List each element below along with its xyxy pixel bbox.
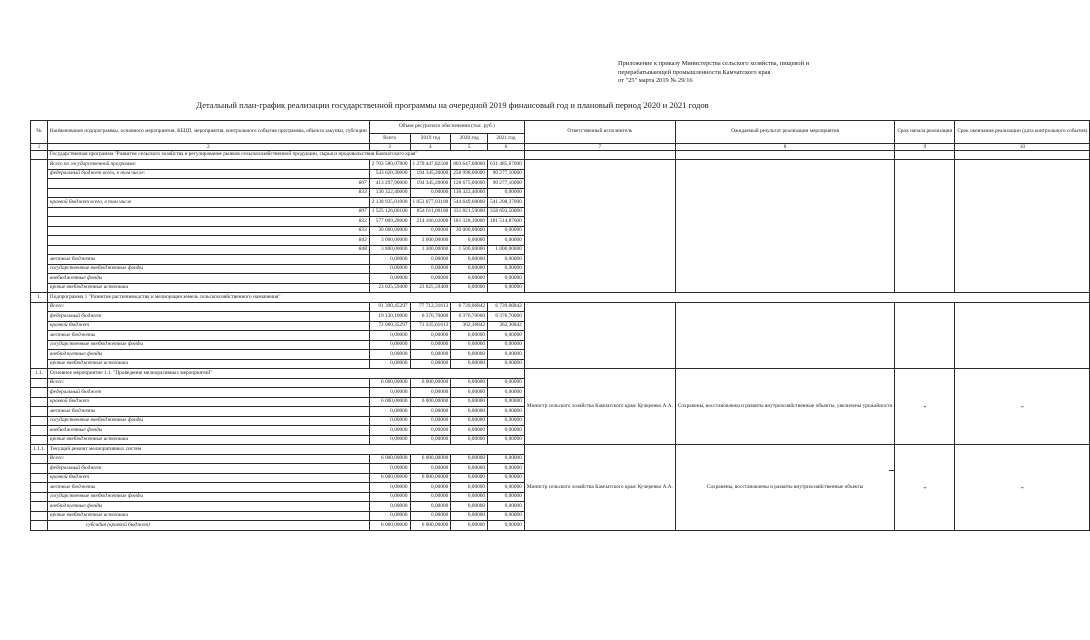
row-no [31,435,48,445]
value-total: 91 390,45297 [369,302,410,312]
row-no [31,511,48,521]
responsible-executor: Министр сельского хозяйства Камчатского края/ Кучеренко А.А. [524,369,675,445]
value-2019: 0,00000 [410,274,451,284]
responsible-executor: Министр сельского хозяйства Камчатского края/ Кучеренко А.А. [524,445,675,531]
start-cell [895,160,955,293]
value-2021: 0,00000 [488,435,525,445]
budget-code: 843 [47,236,369,246]
value-2021: 0,00000 [488,226,525,236]
value-total: 0,00000 [369,350,410,360]
header-funding: Объем ресурсного обеспечения (тыс. руб.) [369,121,524,134]
value-2019: 0,00000 [410,407,451,417]
row-label: федеральный бюджет всего, в том числе: [47,169,369,179]
value-total: 0,00000 [369,264,410,274]
value-2019: 0,00000 [410,331,451,341]
value-2021: 541 208,37000 [488,198,525,208]
value-2021: 1 000,00000 [488,245,525,255]
value-2020: 0,00000 [451,359,488,369]
value-2021: 90 277,10000 [488,179,525,189]
measure-title-row [31,369,1090,379]
value-2020: 0,00000 [451,492,488,502]
program-title-row [31,150,1090,160]
value-2021: 0,00000 [488,340,525,350]
end-date: - [955,445,1090,531]
column-numbers-row [31,143,1090,150]
value-total: 2 138 935,01000 [369,198,410,208]
value-2019: 6 000,00000 [410,397,451,407]
value-total: 0,00000 [369,416,410,426]
value-2020: 0,00000 [451,464,488,474]
value-2021: 0,00000 [488,264,525,274]
value-total: 6 000,00000 [369,473,410,483]
value-2021: 0,00000 [488,274,525,284]
value-2020: 130 322,40000 [451,188,488,198]
row-label: государственные внебюджетные фонды [47,492,369,502]
subsidy-label: субсидия (краевой бюджет) [47,521,369,531]
document-title: Детальный план-график реализации государственной программы на очередной 2019 финансовый год и плановый период 2020 и 2021 годов [196,100,709,110]
value-2021: 0,00000 [488,407,525,417]
expected-cell [675,302,895,369]
value-2020: 803 647,68000 [451,160,488,170]
value-2020: 181 328,10000 [451,217,488,227]
value-total: 3 800,00000 [369,245,410,255]
cell-empty [955,150,1090,160]
expected-result: Сохранены, восстановлены и развиты внутрихозяйственные объекты, увеличены урожайности [675,369,895,445]
value-2020: 0,00000 [451,521,488,531]
row-no: 1.1.1. [31,445,48,455]
value-2021: 0,00000 [488,416,525,426]
value-2020: 0,00000 [451,236,488,246]
col-number: 5 [451,143,488,150]
budget-code: 833 [47,226,369,236]
row-no [31,473,48,483]
row-label: прочие внебюджетные источники [47,435,369,445]
value-2019: 1 270 447,82500 [410,160,451,170]
value-total: 6 000,00000 [369,397,410,407]
start-date: - [895,369,955,445]
value-total: 0,00000 [369,359,410,369]
value-2019: 214 166,02000 [410,217,451,227]
value-2021: 0,00000 [488,255,525,265]
value-total: 6 000,00000 [369,378,410,388]
value-2019: 3 000,00000 [410,236,451,246]
value-total: 0,00000 [369,435,410,445]
value-2019: 0,00000 [410,511,451,521]
value-2020: 0,00000 [451,473,488,483]
header-2020: 2020 год [451,134,488,144]
col-number: 2 [47,143,369,150]
value-total: 577 009,28000 [369,217,410,227]
value-2020: 0,00000 [451,502,488,512]
value-2020: 0,00000 [451,255,488,265]
row-label: внебюджетные фонды [47,274,369,284]
value-2019: 0,00000 [410,359,451,369]
row-label: государственные внебюджетные фонды [47,264,369,274]
row-label: местные бюджеты [47,407,369,417]
value-2020: 0,00000 [451,483,488,493]
col-number: 3 [369,143,410,150]
value-2021: 0,00000 [488,454,525,464]
row-no [31,492,48,502]
value-2020: 0,00000 [451,426,488,436]
row-no [31,521,48,531]
value-2020: 0,00000 [451,274,488,284]
value-2019: 6 000,00000 [410,378,451,388]
start-cell [895,302,955,369]
value-total: 0,00000 [369,255,410,265]
value-total: 30 000,00000 [369,226,410,236]
value-2019: 71 335,61613 [410,321,451,331]
value-total: 0,00000 [369,274,410,284]
value-total: 130 322,40000 [369,188,410,198]
scan-mark [889,470,895,471]
value-2020: 0,00000 [451,264,488,274]
col-number: 6 [488,143,525,150]
row-no [31,407,48,417]
value-total: 0,00000 [369,502,410,512]
measure-title-row [31,445,1090,455]
value-2021: 0,00000 [488,378,525,388]
value-2020: 0,00000 [451,511,488,521]
value-2021: 0,00000 [488,464,525,474]
row-no [31,483,48,493]
value-2021: 631 485,67000 [488,160,525,170]
row-no [31,302,48,369]
value-2019: 6 000,00000 [410,454,451,464]
row-no: 1. [31,293,48,303]
value-2019: 6 376,70000 [410,312,451,322]
value-2019: 0,00000 [410,188,451,198]
value-2021: 0,00000 [488,283,525,293]
value-2019: 6 000,00000 [410,473,451,483]
value-2021: 0,00000 [488,426,525,436]
value-2020: 0,00000 [451,340,488,350]
budget-code: 848 [47,245,369,255]
row-no [31,416,48,426]
value-2019: 1 053 077,03100 [410,198,451,208]
value-2019: 0,00000 [410,388,451,398]
expected-result: Сохранены, восстановлены и развиты внутрихозяйственные объекты [675,445,895,531]
value-2020: 0,00000 [451,331,488,341]
value-2019: 0,00000 [410,264,451,274]
header-2021: 2021 год [488,134,525,144]
budget-code: 807 [47,207,369,217]
value-2021: 0,00000 [488,331,525,341]
appendix-note [618,60,868,86]
plan-table [30,120,1090,531]
value-total: 543 620,30000 [369,169,410,179]
responsible-cell [524,302,675,369]
table-header-row [31,121,1090,134]
end-date: - [955,369,1090,445]
row-no [31,378,48,388]
value-2021: 358 693,50000 [488,207,525,217]
value-total: 1 525 126,00100 [369,207,410,217]
value-2019: 194 345,20000 [410,169,451,179]
value-total: 72 060,35297 [369,321,410,331]
cell-empty [524,150,675,160]
row-label: внебюджетные фонды [47,502,369,512]
row-label: Всего: [47,454,369,464]
value-total: 0,00000 [369,340,410,350]
row-no [31,388,48,398]
header-end: Срок окончания реализации (дата контрольного события) [955,121,1090,144]
appendix-line: от "25" марта 2019 № 29/16 [618,77,693,85]
value-2020: 362,36842 [451,321,488,331]
subprogram-row [31,302,1090,312]
value-2021: 0,00000 [488,388,525,398]
value-2021: 0,00000 [488,511,525,521]
subprogram-title-row [31,293,1090,303]
value-2021: 0,00000 [488,236,525,246]
row-no [31,464,48,474]
header-start: Срок начала реализации [895,121,955,144]
header-no: № [31,121,48,144]
expected-cell [675,160,895,293]
value-2021: 0,00000 [488,350,525,360]
cell-empty [675,150,895,160]
col-number: 9 [895,143,955,150]
value-2021: 0,00000 [488,188,525,198]
value-2021: 0,00000 [488,397,525,407]
value-2020: 0,00000 [451,350,488,360]
value-2019: 77 712,31613 [410,302,451,312]
measure-title: Основное мероприятие 1.1. "Проведение мелиоративных мероприятий" [47,369,524,379]
measure-title: Текущий ремонт мелиоративных систем [47,445,524,455]
row-label: местные бюджеты [47,255,369,265]
value-2021: 6 376,70000 [488,312,525,322]
row-no [31,397,48,407]
header-name: Наименование подпрограммы, основного мероприятия, КБЦП, мероприятия, контрольного события программы, объекта закупки, субсидии [47,121,369,144]
value-2019: 0,00000 [410,464,451,474]
end-cell [955,302,1090,369]
row-no [31,426,48,436]
value-total: 0,00000 [369,331,410,341]
value-2020: 0,00000 [451,378,488,388]
value-2019: 194 345,20000 [410,179,451,189]
responsible-cell [524,160,675,293]
row-label: прочие внебюджетные источники [47,511,369,521]
value-2019: 23 025,59400 [410,283,451,293]
col-number: 4 [410,143,451,150]
budget-code: 833 [47,188,369,198]
value-2021: 0,00000 [488,483,525,493]
value-2019: 0,00000 [410,483,451,493]
value-2021: 0,00000 [488,473,525,483]
value-2021: 0,00000 [488,502,525,512]
value-total: 0,00000 [369,492,410,502]
budget-code: 807 [47,179,369,189]
row-no: 1.1. [31,369,48,379]
value-2020: 0,00000 [451,407,488,417]
value-total: 0,00000 [369,426,410,436]
value-2021: 6 739,06842 [488,302,525,312]
value-total: 2 703 580,07800 [369,160,410,170]
value-2020: 0,00000 [451,397,488,407]
row-label: местные бюджеты [47,331,369,341]
value-2020: 0,00000 [451,283,488,293]
row-label: Всего по государственной программе: [47,160,369,170]
value-2019: 0,00000 [410,492,451,502]
row-label: краевой бюджет [47,321,369,331]
header-responsible: Ответственный исполнитель [524,121,675,144]
value-2020: 6 376,70000 [451,312,488,322]
row-label: краевой бюджет [47,397,369,407]
value-2019: 0,00000 [410,416,451,426]
row-label: Всего: [47,378,369,388]
value-2019: 0,00000 [410,435,451,445]
row-label: внебюджетные фонды [47,426,369,436]
row-no [31,150,48,160]
row-label: Всего: [47,302,369,312]
value-total: 413 297,90000 [369,179,410,189]
value-total: 6 000,00000 [369,454,410,464]
row-label: краевой бюджет [47,473,369,483]
value-2019: 6 000,00000 [410,521,451,531]
header-expected: Ожидаемый результат реализации мероприятия [675,121,895,144]
value-total: 23 025,59400 [369,283,410,293]
row-no [31,502,48,512]
value-2019: 1 300,00000 [410,245,451,255]
value-total: 0,00000 [369,483,410,493]
budget-code: 832 [47,217,369,227]
end-cell [955,160,1090,293]
header-total: Всего [369,134,410,144]
row-label: федеральный бюджет [47,464,369,474]
col-number: 1 [31,143,48,150]
value-2021: 362,36842 [488,321,525,331]
row-label: федеральный бюджет [47,388,369,398]
value-2020: 258 998,00000 [451,169,488,179]
row-label: государственные внебюджетные фонды [47,340,369,350]
col-number: 10 [955,143,1090,150]
value-2020: 0,00000 [451,435,488,445]
value-2020: 6 739,06842 [451,302,488,312]
row-label: местные бюджеты [47,483,369,493]
value-2020: 30 000,00000 [451,226,488,236]
appendix-line: Приложение к приказу Министерства сельского хозяйства, пищевой и [618,60,810,67]
value-2021: 0,00000 [488,521,525,531]
value-total: 6 000,00000 [369,521,410,531]
value-2019: 0,00000 [410,502,451,512]
value-total: 19 130,10000 [369,312,410,322]
value-2021: 0,00000 [488,359,525,369]
row-label: государственные внебюджетные фонды [47,416,369,426]
value-2020: 331 821,59000 [451,207,488,217]
row-label: прочие внебюджетные источники [47,359,369,369]
row-no [31,160,48,293]
value-total: 0,00000 [369,464,410,474]
start-date: - [895,445,955,531]
value-total: 0,00000 [369,407,410,417]
value-2021: 0,00000 [488,492,525,502]
row-label: краевой бюджет всего, в том числе [47,198,369,208]
header-2019: 2019 год [410,134,451,144]
value-total: 0,00000 [369,511,410,521]
program-title: Государственная программа "Развитие сельского хозяйства и регулирование рынков сельскохозяйственной продукции, сырья и продовольствия Камчатского края" [47,150,524,160]
row-label: прочие внебюджетные источники [47,283,369,293]
value-2019: 0,00000 [410,350,451,360]
col-number: 7 [524,143,675,150]
value-2020: 0,00000 [451,388,488,398]
row-label: федеральный бюджет [47,312,369,322]
value-2019: 854 611,00100 [410,207,451,217]
value-total: 3 000,00000 [369,236,410,246]
value-2019: 0,00000 [410,255,451,265]
value-2020: 544 649,68000 [451,198,488,208]
value-2019: 0,00000 [410,340,451,350]
value-2020: 0,00000 [451,416,488,426]
col-number: 8 [675,143,895,150]
value-2020: 128 675,60000 [451,179,488,189]
program-row [31,160,1090,170]
subprogram-title: Подпрограмма 1 "Развитие растениеводства и мелиорация земель сельскохозяйственного назначения" [47,293,1090,303]
value-2020: 1 500,00000 [451,245,488,255]
value-2021: 181 514,87000 [488,217,525,227]
appendix-line: перерабатывающей промышленности Камчатского края [618,68,771,76]
row-no [31,454,48,464]
value-2019: 0,00000 [410,226,451,236]
value-2019: 0,00000 [410,426,451,436]
row-label: внебюджетные фонды [47,350,369,360]
cell-empty [895,150,955,160]
value-2021: 90 277,10000 [488,169,525,179]
value-total: 0,00000 [369,388,410,398]
value-2020: 0,00000 [451,454,488,464]
